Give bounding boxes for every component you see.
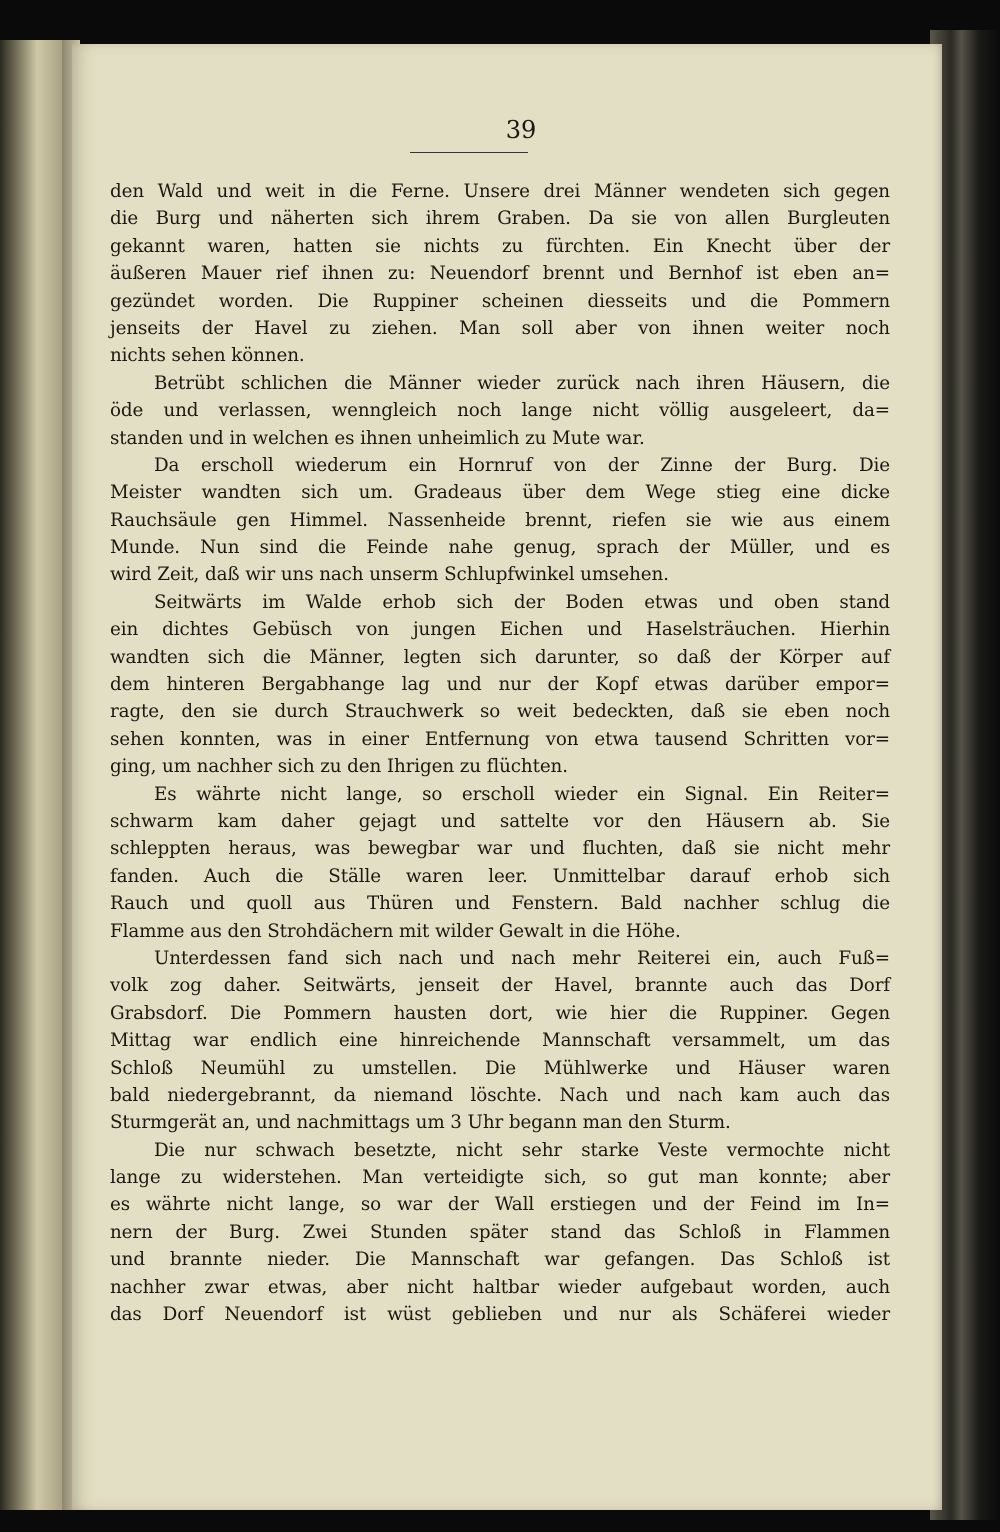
text-line: den Wald und weit in die Ferne. Unsere drei Männer wendeten sich gegen [110,181,890,202]
text-line: jenseits der Havel zu ziehen. Man soll aber von ihnen weiter noch [110,317,890,339]
text-line: wandten sich die Männer, legten sich darunter, so daß der Körper auf [110,646,890,668]
text-line: wird Zeit, daß wir uns nach unserm Schlupfwinkel umsehen. [110,564,669,586]
text-line: Schloß Neumühl zu umstellen. Die Mühlwerke und Häuser waren [110,1057,890,1079]
text-line: Sturmgerät an, und nachmittags um 3 Uhr begann man den Sturm. [110,1112,731,1134]
text-line: fanden. Auch die Ställe waren leer. Unmittelbar darauf erhob sich [110,865,890,887]
text-line: volk zog daher. Seitwärts, jenseit der Havel, brannte auch das Dorf [110,975,890,997]
text-line: und brannte nieder. Die Mannschaft war gefangen. Das Schloß ist [110,1249,890,1271]
text-line: nichts sehen können. [110,345,305,367]
text-line: es währte nicht lange, so war der Wall erstiegen und der Feind im In= [110,1194,890,1216]
text-line: schwarm kam daher gejagt und sattelte vor den Häusern ab. Sie [110,810,890,832]
text-line: Betrübt schlichen die Männer wieder zurück nach ihren Häusern, die [154,372,890,394]
text-line: Flamme aus den Strohdächern mit wilder Gewalt in die Höhe. [110,920,681,942]
text-line: Rauch und quoll aus Thüren und Fenstern. Bald nachher schlug die [110,893,890,915]
text-line: ein dichtes Gebüsch von jungen Eichen und Haselsträuchen. Hierhin [110,619,890,641]
text-line: Munde. Nun sind die Feinde nahe genug, sprach der Müller, und es [110,537,890,559]
text-line: lange zu widerstehen. Man verteidigte sich, so gut man konnte; aber [110,1167,890,1189]
text-line: Es währte nicht lange, so erscholl wieder ein Signal. Ein Reiter= [154,783,890,805]
text-line: Meister wandten sich um. Gradeaus über dem Wege stieg eine dicke [110,482,890,504]
text-line: nachher zwar etwas, aber nicht haltbar wieder aufgebaut worden, auch [110,1276,890,1298]
text-line: ging, um nachher sich zu den Ihrigen zu flüchten. [110,756,568,778]
text-line: Seitwärts im Walde erhob sich der Boden etwas und oben stand [154,591,890,613]
page-number-rule [410,152,528,153]
text-line: öde und verlassen, wenngleich noch lange nicht völlig ausgeleert, da= [110,400,890,422]
text-line: bald niedergebrannt, da niemand löschte. Nach und nach kam auch das [110,1084,890,1106]
text-line: ragte, den sie durch Strauchwerk so weit bedeckten, daß sie eben noch [110,701,890,723]
text-line: nern der Burg. Zwei Stunden später stand das Schloß in Flammen [110,1221,890,1243]
body-text [110,178,890,1328]
left-page-edge [0,40,62,1510]
text-line: schleppten heraus, was bewegbar war und fluchten, daß sie nicht mehr [110,838,890,860]
text-line: gekannt waren, hatten sie nichts zu fürchten. Ein Knecht über der [110,235,890,257]
text-line: Da erscholl wiederum ein Hornruf von der Zinne der Burg. Die [154,454,890,476]
book-page [72,44,942,1510]
text-line: Grabsdorf. Die Pommern hausten dort, wie hier die Ruppiner. Gegen [110,1002,890,1024]
text-line: äußeren Mauer rief ihnen zu: Neuendorf brennt und Bernhof ist eben an= [110,263,890,285]
text-line: Die nur schwach besetzte, nicht sehr starke Veste vermochte nicht [154,1139,890,1161]
text-line: Unterdessen fand sich nach und nach mehr Reiterei ein, auch Fuß= [154,947,890,969]
text-line: das Dorf Neuendorf ist wüst geblieben und nur als Schäferei wieder [110,1304,890,1326]
text-line: Mittag war endlich eine hinreichende Mannschaft versammelt, um das [110,1030,890,1052]
text-line: gezündet worden. Die Ruppiner scheinen diesseits und die Pommern [110,290,890,312]
text-line: sehen konnten, was in einer Entfernung von etwa tausend Schritten vor= [110,728,890,750]
text-line: Rauchsäule gen Himmel. Nassenheide brennt, riefen sie wie aus einem [110,509,890,531]
text-line: die Burg und näherten sich ihrem Graben. Da sie von allen Burgleuten [110,208,890,230]
text-line: standen und in welchen es ihnen unheimlich zu Mute war. [110,427,645,449]
text-line: dem hinteren Bergabhange lag und nur der Kopf etwas darüber empor= [110,674,890,696]
page-number: 39 [505,116,537,144]
